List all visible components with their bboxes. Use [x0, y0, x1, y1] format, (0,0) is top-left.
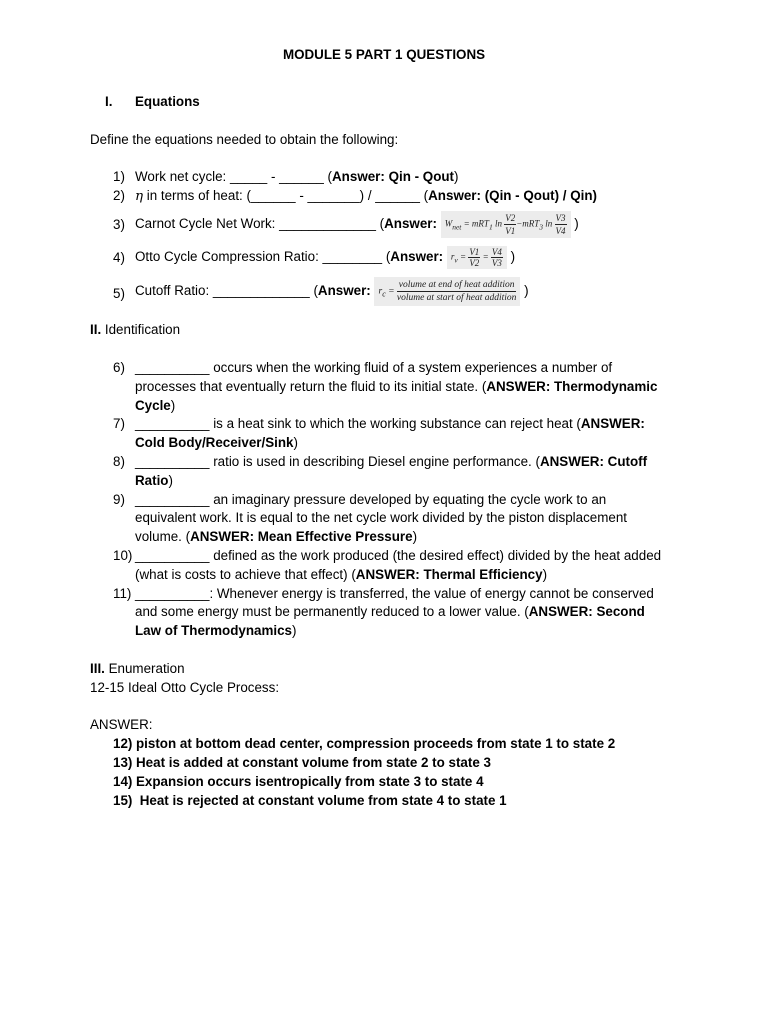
- item-1-number: 1): [113, 169, 125, 184]
- item-8-answer: ANSWER: Cutoff: [539, 454, 648, 469]
- item-2: [135, 186, 597, 206]
- enumeration-item-text: Heat is added at constant volume from state 2 to state 3: [136, 755, 491, 770]
- item-3-number: 3): [113, 217, 125, 232]
- item-4-answer: Answer:: [390, 249, 444, 264]
- item-6-line: [135, 377, 657, 396]
- item-4-close: ): [510, 249, 516, 264]
- enumeration-prompt: 12-15 Ideal Otto Cycle Process:: [90, 680, 280, 695]
- item-1-text: Work net cycle: _____ - ______ (: [135, 169, 333, 184]
- item-3-text: Carnot Cycle Net Work: _____________ (: [135, 216, 385, 231]
- item-6-text: ): [170, 397, 176, 413]
- item-9-text: volume. (: [135, 529, 191, 545]
- item-8-text: __________ ratio is used in describing Diesel engine performance. (: [135, 454, 540, 469]
- item-3-answer: Answer:: [384, 216, 437, 231]
- item-5-number: 5): [113, 286, 125, 301]
- item-10-number: 10): [113, 548, 133, 563]
- item-11-text: and some energy must be permanently reduced to a lower value. (: [135, 604, 529, 620]
- item-6-text: processes that eventually return the fluid to its initial state. (: [135, 378, 487, 394]
- item-2-number: 2): [113, 188, 125, 203]
- item-10-line: [135, 546, 661, 565]
- section-3-heading: Enumeration: [104, 661, 185, 676]
- item-7-answer: ANSWER:: [580, 416, 645, 432]
- item-9-text: equivalent work. It is equal to the net cycle work divided by the piston displacement: [135, 510, 628, 526]
- item-10-text: ): [542, 566, 548, 582]
- item-11-text: ): [292, 623, 297, 639]
- item-5-answer: Answer:: [317, 283, 371, 298]
- item-5-text: Cutoff Ratio: _____________ (: [135, 283, 318, 298]
- item-9-line: [135, 508, 627, 527]
- item-6-answer: ANSWER: Thermodynamic: [486, 378, 658, 394]
- item-11-number: 11): [113, 585, 132, 601]
- item-11-line: [135, 621, 296, 640]
- item-7-number: 7): [113, 416, 125, 432]
- item-11-text: __________: Whenever energy is transferred, the value of energy cannot be conserved: [135, 585, 654, 601]
- item-11-answer: ANSWER: Second: [528, 604, 645, 620]
- enumeration-item-number: 13): [113, 755, 133, 770]
- item-10-answer: ANSWER: Thermal Efficiency: [355, 566, 543, 582]
- item-9-text: __________ an imaginary pressure developed by equating the cycle work to an: [135, 491, 607, 507]
- section-1-intro: Define the equations needed to obtain the following:: [90, 132, 399, 147]
- item-9-text: ): [412, 529, 418, 545]
- item-6-number: 6): [113, 360, 125, 375]
- item-1: [135, 167, 458, 186]
- item-7-text: __________ is a heat sink to which the working substance can reject heat (: [135, 416, 581, 432]
- section-2-heading: Identification: [101, 322, 181, 337]
- item-1-answer: Answer: Qin - Qout: [332, 169, 455, 184]
- enumeration-item-number: 12): [113, 736, 133, 751]
- item-11-answer: Law of Thermodynamics: [135, 623, 292, 639]
- item-2-answer: Answer: (Qin - Qout) / Qin): [428, 188, 597, 203]
- item-8-line: [135, 452, 647, 471]
- item-8-text: ): [168, 472, 173, 488]
- section-3-numeral: III.: [90, 661, 105, 676]
- item-5-close: ): [524, 283, 529, 298]
- item-1-close: ): [454, 169, 459, 184]
- enumeration-item-text: piston at bottom dead center, compression proceeds from state 1 to state 2: [136, 736, 616, 751]
- item-4-number: 4): [113, 250, 125, 265]
- section-1-numeral: I.: [105, 94, 113, 109]
- enumeration-item-number: 15): [113, 793, 133, 808]
- item-7-line: [135, 414, 645, 433]
- item-7-answer: Cold Body/Receiver/Sink: [135, 435, 294, 451]
- item-7-text: ): [293, 435, 298, 451]
- enumeration-item-text: Heat is rejected at constant volume from state 4 to state 1: [136, 793, 507, 808]
- item-4-text: Otto Cycle Compression Ratio: ________ (: [135, 249, 391, 264]
- section-2-header: [90, 320, 180, 339]
- item-6-line: [135, 358, 612, 377]
- item-8-number: 8): [113, 454, 125, 469]
- enumeration-answer-label: ANSWER:: [90, 717, 153, 732]
- carnot-equation-image: $W_{net} = mRT_1$ ln $\frac{V2}{V1}$ −mRT$_3$ ln $\frac{V3}{V4}$: [441, 211, 571, 238]
- item-11-line: [135, 584, 654, 603]
- otto-compression-equation-image: $r_v$ = $\frac{V1}{V2}$ = $\frac{V4}{V3}$: [447, 246, 507, 269]
- item-7-line: [135, 433, 298, 452]
- item-9-answer: ANSWER: Mean Effective Pressure: [190, 529, 413, 545]
- item-5: [135, 270, 529, 312]
- cutoff-ratio-equation-image: $r_c$ = $\frac{\text{volume at end of heat addition}}{\text{volume at start of heat addition}}$: [374, 277, 520, 306]
- section-1-heading: Equations: [135, 94, 200, 109]
- item-6-line: [135, 396, 175, 415]
- item-9-line: [135, 490, 606, 509]
- item-10-text: (what is costs to achieve that effect) (: [135, 566, 356, 582]
- item-8-answer: Ratio: [135, 472, 169, 488]
- enumeration-item-number: 14): [113, 774, 133, 789]
- item-9-number: 9): [113, 491, 125, 507]
- item-10-text: __________ defined as the work produced (the desired effect) divided by the heat added: [135, 548, 662, 563]
- item-3-close: ): [574, 216, 579, 231]
- item-6-answer: Cycle: [135, 397, 171, 413]
- item-9-line: [135, 527, 417, 546]
- section-3-header: [90, 659, 185, 678]
- item-6-text: __________ occurs when the working fluid of a system experiences a number of: [135, 360, 613, 375]
- eta-symbol: η: [135, 189, 144, 204]
- item-10-line: [135, 565, 547, 584]
- page-title: MODULE 5 PART 1 QUESTIONS: [282, 47, 486, 62]
- item-11-line: [135, 602, 645, 621]
- item-2-text: in terms of heat: (______ - _______) / ______ (: [143, 188, 429, 203]
- item-8-line: [135, 471, 173, 490]
- enumeration-item-text: Expansion occurs isentropically from state 3 to state 4: [136, 774, 484, 789]
- section-2-numeral: II.: [90, 322, 102, 337]
